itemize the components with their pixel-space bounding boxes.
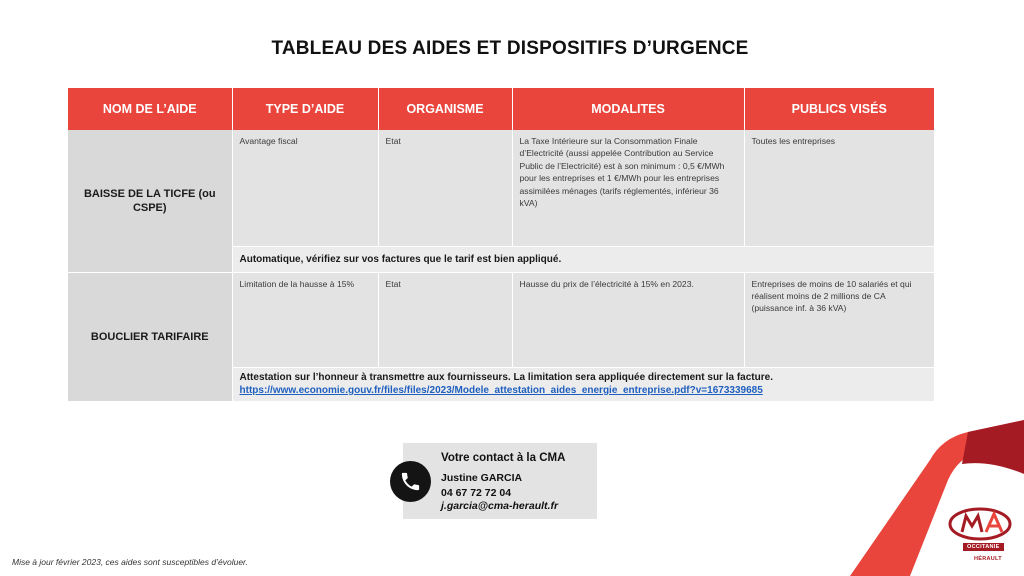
aid-organisme: Etat (378, 272, 512, 367)
table-row (68, 272, 934, 367)
phone-icon (390, 461, 431, 502)
aid-organisme: Etat (378, 130, 512, 246)
aid-note-cell (232, 367, 934, 401)
aid-modalites: La Taxe Intérieure sur la Consommation Finale d’Electricité (aussi appelée Contribution au Service Public de l’Electricité) est à son minimum : 0,5 €/MWh pour les entreprises et 1 €/MWh pour les entreprises assimilées ménages (tarifs réglementés, inférieur 36 kVA) (512, 130, 744, 246)
header-type: TYPE D’AIDE (232, 88, 378, 130)
contact-name: Justine GARCIA (441, 472, 523, 484)
contact-phone: 04 67 72 72 04 (441, 487, 512, 499)
logo-region: OCCITANIE (963, 543, 1004, 551)
aid-publics: Entreprises de moins de 10 salariés et qui réalisent moins de 2 millions de CA (puissance inf. à 36 kVA) (744, 272, 934, 367)
aid-note: Attestation sur l’honneur à transmettre aux fournisseurs. La limitation sera appliquée directement sur la facture. (239, 372, 773, 383)
table-header-row (68, 88, 934, 130)
aid-publics: Toutes les entreprises (744, 130, 934, 246)
header-publics: PUBLICS VISÉS (744, 88, 934, 130)
aids-table (68, 88, 934, 402)
decorative-swoosh (850, 420, 1024, 576)
table-row (68, 130, 934, 246)
aid-modalites: Hausse du prix de l’électricité à 15% en 2023. (512, 272, 744, 367)
header-nom: NOM DE L’AIDE (68, 88, 232, 130)
attestation-link[interactable]: https://www.economie.gouv.fr/files/files/2023/Modele_attestation_aides_energie_entreprise.pdf?v=1673339685 (239, 385, 763, 396)
contact-title: Votre contact à la CMA (441, 452, 566, 464)
header-modalites: MODALITES (512, 88, 744, 130)
header-organisme: ORGANISME (378, 88, 512, 130)
aid-note: Automatique, vérifiez sur vos factures que le tarif est bien appliqué. (232, 246, 934, 272)
footnote: Mise à jour février 2023, ces aides sont susceptibles d’évoluer. (12, 557, 248, 567)
page-title: TABLEAU DES AIDES ET DISPOSITIFS D’URGENCE (271, 38, 749, 59)
contact-email: j.garcia@cma-herault.fr (441, 500, 559, 512)
aid-type: Limitation de la hausse à 15% (232, 272, 378, 367)
aid-name: BAISSE DE LA TICFE (ou CSPE) (68, 130, 232, 272)
phone-icon-glyph (399, 470, 422, 493)
aid-name: BOUCLIER TARIFAIRE (68, 272, 232, 401)
aid-type: Avantage fiscal (232, 130, 378, 246)
logo-department: HÉRAULT (974, 556, 1002, 562)
